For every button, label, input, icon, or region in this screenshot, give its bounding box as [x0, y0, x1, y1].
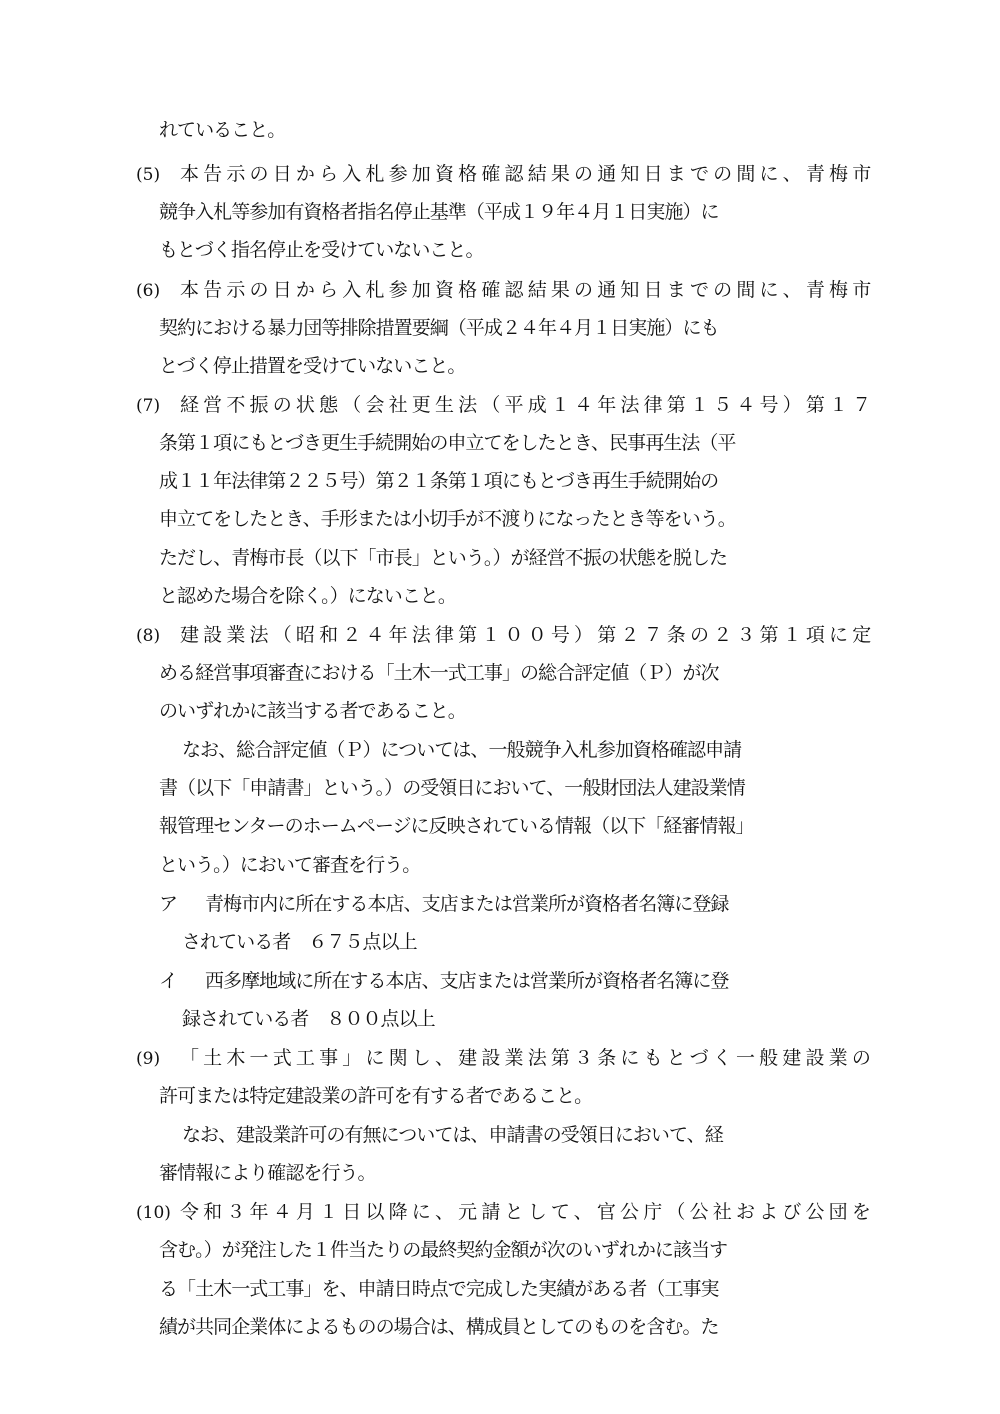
list-item-5: (5) 本告示の日から入札参加資格確認結果の通知日までの間に、青梅市 [136, 156, 888, 192]
text-line: 成１１年法律第２２５号）第２１条第１項にもとづき再生手続開始の [159, 470, 719, 492]
text-line: 報管理センターのホームページに反映されている情報（以下「経審情報」 [159, 815, 754, 837]
item-number: (10) [136, 1203, 171, 1223]
sub-item-mark: ア [159, 893, 179, 915]
text-line: 許可または特定建設業の許可を有する者であること。 [159, 1085, 593, 1107]
sub-item-a: ア 青梅市内に所在する本店、支店または営業所が資格者名簿に登録 [159, 886, 911, 922]
sub-item-i: イ 西多摩地域に所在する本店、支店または営業所が資格者名簿に登 [159, 963, 911, 999]
text-line: れていること。 [159, 119, 286, 141]
text-line: とづく停止措置を受けていないこと。 [159, 355, 466, 377]
text-line: なお、建設業許可の有無については、申請書の受領日において、経 [182, 1124, 723, 1146]
sub-item-mark: イ [159, 970, 179, 992]
text-line: されている者 ６７５点以上 [182, 931, 417, 953]
list-item-10: (10) 令和３年４月１日以降に、元請として、官公庁（公社および公団を [136, 1194, 888, 1230]
list-item-7: (7) 経営不振の状態（会社更生法（平成１４年法律第１５４号）第１７ [136, 387, 888, 423]
text-line: もとづく指名停止を受けていないこと。 [159, 239, 484, 261]
item-number: (8) [136, 626, 161, 646]
text-line: 契約における暴力団等排除措置要綱（平成２４年４月１日実施）にも [159, 317, 719, 339]
item-number: (6) [136, 281, 161, 301]
text-line: 競争入札等参加有資格者指名停止基準（平成１９年４月１日実施）に [159, 201, 719, 223]
text-line: 条第１項にもとづき更生手続開始の申立てをしたとき、民事再生法（平 [159, 432, 736, 454]
text-line: なお、総合評定値（Ｐ）については、一般競争入札参加資格確認申請 [182, 739, 742, 761]
list-item-6: (6) 本告示の日から入札参加資格確認結果の通知日までの間に、青梅市 [136, 272, 888, 308]
text-line: と認めた場合を除く。）にないこと。 [159, 585, 456, 607]
list-item-9: (9) 「土木一式工事」に関し、建設業法第３条にもとづく一般建設業の [136, 1040, 888, 1076]
item-number: (9) [136, 1049, 161, 1069]
text-line: 録されている者 ８００点以上 [182, 1008, 435, 1030]
list-item-8: (8) 建設業法（昭和２４年法律第１００号）第２７条の２３第１項に定 [136, 617, 888, 653]
text-line: 書（以下「申請書」という。）の受領日において、一般財団法人建設業情 [159, 777, 745, 799]
text-line: 申立てをしたとき、手形または小切手が不渡りになったとき等をいう。 [159, 508, 736, 530]
text-line: という。）において審査を行う。 [159, 854, 421, 876]
text-line: める経営事項審査における「土木一式工事」の総合評定値（Ｐ）が次 [159, 662, 719, 684]
text-line: ただし、青梅市長（以下「市長」という。）が経営不振の状態を脱した [159, 547, 728, 569]
text-line: 審情報により確認を行う。 [159, 1162, 376, 1184]
item-number: (5) [136, 165, 161, 185]
text-line: る「土木一式工事」を、申請日時点で完成した実績がある者（工事実 [159, 1278, 719, 1300]
text-line: のいずれかに該当する者であること。 [159, 700, 466, 722]
text-line: 績が共同企業体によるものの場合は、構成員としてのものを含む。た [159, 1316, 719, 1338]
text-line: 含む。）が発注した１件当たりの最終契約金額が次のいずれかに該当す [159, 1239, 728, 1261]
item-number: (7) [136, 396, 161, 416]
